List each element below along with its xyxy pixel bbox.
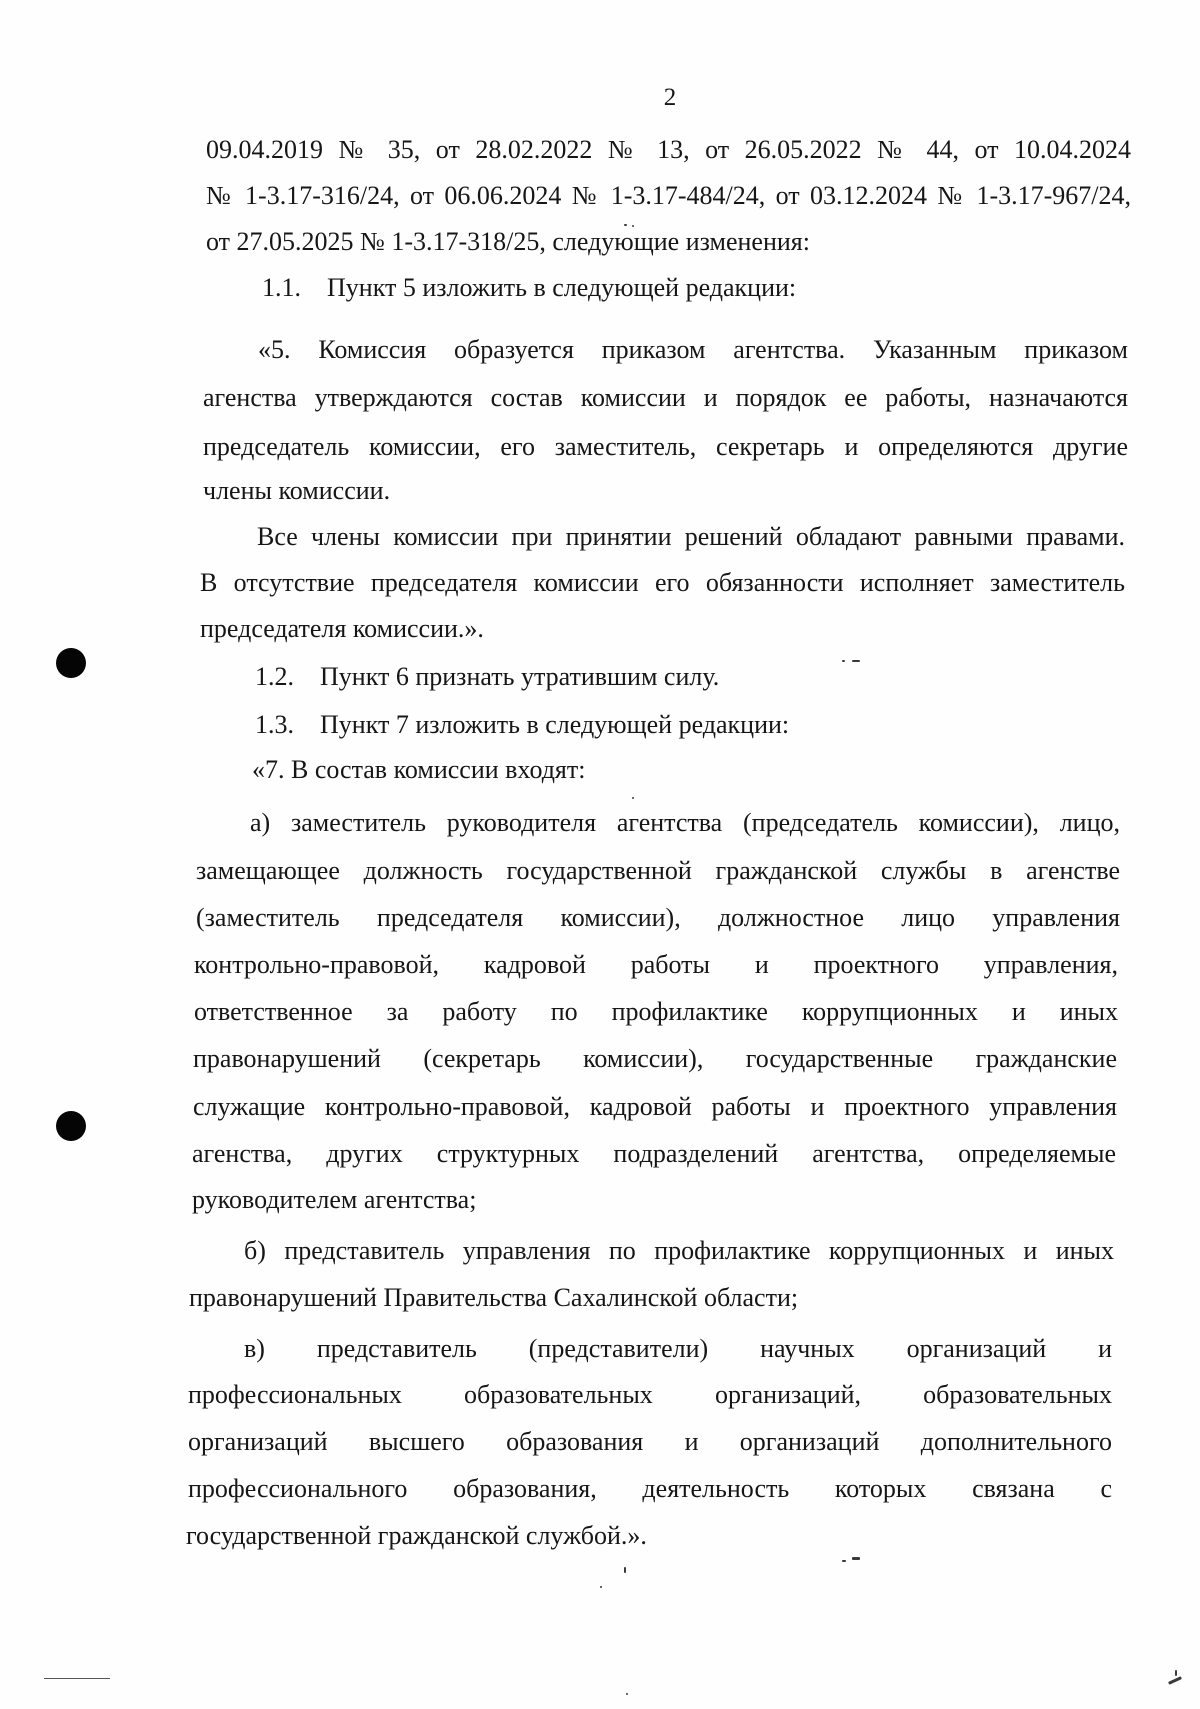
text-line-28: организаций высшего образования и организаций дополнительного xyxy=(188,1427,1112,1456)
text-line-10: В отсутствие председателя комиссии его обязанности исполняет заместитель xyxy=(200,568,1125,597)
punch-hole-top xyxy=(56,648,86,678)
text-line-16: замещающее должность государственной гражданской службы в агенстве xyxy=(196,856,1120,885)
text-line-23: руководителем агентства; xyxy=(192,1185,477,1214)
text-line-15: а) заместитель руководителя агентства (председатель комиссии), лицо, xyxy=(250,808,1120,837)
text-line-25: правонарушений Правительства Сахалинской области; xyxy=(189,1283,799,1312)
text-line-3: от 27.05.2025 № 1-3.17-318/25, следующие изменения: xyxy=(206,227,810,256)
text-line-8: члены комиссии. xyxy=(203,476,391,505)
text-line-26: в) представитель (представители) научных организаций и xyxy=(244,1334,1112,1363)
scan-speck xyxy=(600,1586,602,1588)
scan-speck xyxy=(626,1693,628,1695)
text-line-14: «7. В состав комиссии входят: xyxy=(252,755,586,784)
text-line-12: 1.2. Пункт 6 признать утратившим силу. xyxy=(255,662,720,691)
text-line-19: ответственное за работу по профилактике коррупционных и иных xyxy=(194,997,1118,1026)
text-line-20: правонарушений (секретарь комиссии), государственные гражданские xyxy=(193,1044,1117,1073)
text-line-4: 1.1. Пункт 5 изложить в следующей редакции: xyxy=(262,273,797,302)
scan-speck xyxy=(852,660,860,662)
text-line-13: 1.3. Пункт 7 изложить в следующей редакции: xyxy=(255,710,790,739)
scan-speck xyxy=(842,660,845,662)
scan-edge-mark xyxy=(44,1678,110,1679)
scan-speck xyxy=(852,1557,860,1560)
scan-speck xyxy=(632,225,634,227)
scan-speck xyxy=(1168,1676,1182,1685)
text-line-24: б) представитель управления по профилактике коррупционных и иных xyxy=(244,1236,1114,1265)
text-line-6: агенства утверждаются состав комиссии и порядок ее работы, назначаются xyxy=(203,383,1128,412)
scan-speck xyxy=(624,224,627,226)
text-line-21: служащие контрольно-правовой, кадровой работы и проектного управления xyxy=(193,1092,1117,1121)
text-line-27: профессиональных образовательных организаций, образовательных xyxy=(188,1380,1112,1409)
text-line-2: № 1-3.17-316/24, от 06.06.2024 № 1-3.17-484/24, от 03.12.2024 № 1-3.17-967/24, xyxy=(206,181,1131,210)
text-line-29: профессионального образования, деятельность которых связана с xyxy=(188,1474,1112,1503)
punch-hole-bottom xyxy=(56,1111,86,1141)
scan-speck xyxy=(632,797,634,799)
scan-speck xyxy=(624,1567,626,1573)
scan-speck xyxy=(1175,1670,1177,1676)
text-line-22: агенства, других структурных подразделений агентства, определяемые xyxy=(192,1139,1116,1168)
page-number: 2 xyxy=(663,84,677,111)
scan-speck xyxy=(842,1560,846,1562)
text-line-5: «5. Комиссия образуется приказом агентства. Указанным приказом xyxy=(258,335,1128,364)
text-line-11: председателя комиссии.». xyxy=(200,614,484,643)
text-line-17: (заместитель председателя комиссии), должностное лицо управления xyxy=(196,903,1120,932)
text-line-18: контрольно-правовой, кадровой работы и проектного управления, xyxy=(194,950,1118,979)
text-line-7: председатель комиссии, его заместитель, секретарь и определяются другие xyxy=(203,432,1128,461)
text-line-30: государственной гражданской службой.». xyxy=(186,1521,647,1550)
text-line-9: Все члены комиссии при принятии решений обладают равными правами. xyxy=(257,522,1125,551)
text-line-1: 09.04.2019 № 35, от 28.02.2022 № 13, от 26.05.2022 № 44, от 10.04.2024 xyxy=(206,135,1131,164)
